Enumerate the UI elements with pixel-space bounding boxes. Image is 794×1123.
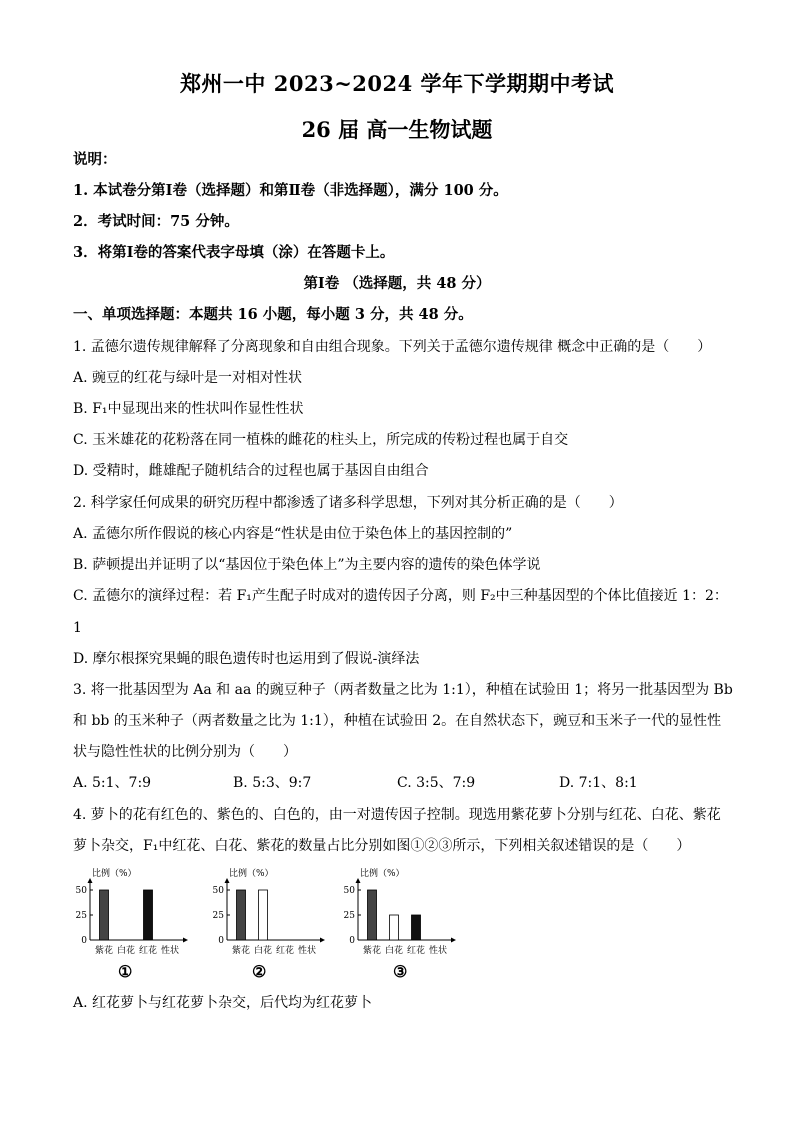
bar <box>368 890 377 940</box>
option-c: C. 孟德尔的演绎过程：若 F₁产生配子时成对的遗传因子分离，则 F₂中三种基因型的个体比值接近 1：2： <box>73 588 728 604</box>
x-axis-arrow <box>320 938 325 943</box>
y-tick-label: 0 <box>81 936 87 946</box>
option-c-continued: 1 <box>73 620 82 636</box>
bar-chart-3 <box>338 866 468 966</box>
option-b: B. F₁中显现出来的性状叫作显性性状 <box>73 401 304 417</box>
instructions-heading: 说明： <box>73 151 117 168</box>
y-tick-label: 25 <box>75 911 87 921</box>
question-stem: 萝卜杂交，F₁中红花、白花、紫花的数量占比分别如图①②③所示，下列相关叙述错误的是（ ） <box>73 838 691 854</box>
option-a: A. 孟德尔所作假说的核心内容是“性状是由位于染色体上的基因控制的” <box>73 526 513 542</box>
x-axis-arrow <box>451 938 456 943</box>
x-tick-label: 紫花 <box>231 946 251 956</box>
option-b: B. 萨顿提出并证明了以“基因位于染色体上”为主要内容的遗传的染色体学说 <box>73 557 541 573</box>
y-tick-label: 25 <box>343 911 355 921</box>
option-a: A. 豌豆的红花与绿叶是一对相对性状 <box>73 370 303 386</box>
option-b: B. 5:3、9:7 <box>233 775 312 791</box>
x-tick-label: 红花 <box>406 946 426 956</box>
question-stem: 3. 将一批基因型为 Aa 和 aa 的豌豆种子（两者数量之比为 1:1），种植在试验田 1；将另一批基因型为 Bb <box>73 682 733 698</box>
option-d: D. 受精时，雌雄配子随机结合的过程也属于基因自由组合 <box>73 463 429 479</box>
y-axis-label: 比例（%） <box>92 869 137 879</box>
question-stem: 4. 萝卜的花有红色的、紫色的、白色的，由一对遗传因子控制。现选用紫花萝卜分别与红花、白花、紫花 <box>73 807 721 823</box>
bar <box>259 890 268 940</box>
x-axis-arrow <box>183 938 188 943</box>
option-d: D. 7:1、8:1 <box>559 775 638 791</box>
option-c: C. 玉米雄花的花粉落在同一植株的雌花的柱头上，所完成的传粉过程也属于自交 <box>73 432 569 448</box>
x-axis-label: 性状 <box>297 946 317 956</box>
bar <box>144 890 153 940</box>
x-tick-label: 红花 <box>138 946 158 956</box>
x-tick-label: 白花 <box>253 946 273 956</box>
question-stem: 1. 孟德尔遗传规律解释了分离现象和自由组合现象。下列关于孟德尔遗传规律 概念中正确的是（ ） <box>73 339 712 355</box>
bar <box>412 915 421 940</box>
bar-chart-1-svg <box>70 866 200 962</box>
x-tick-label: 白花 <box>116 946 136 956</box>
question-stem: 2. 科学家任何成果的研究历程中都渗透了诸多科学思想，下列对其分析正确的是（ ） <box>73 495 623 511</box>
instruction-item: 3．将第Ⅰ卷的答案代表字母填（涂）在答题卡上。 <box>73 244 395 261</box>
x-tick-label: 红花 <box>275 946 295 956</box>
bar <box>390 915 399 940</box>
chart-label: ② <box>252 962 267 981</box>
y-tick-label: 0 <box>349 936 355 946</box>
y-tick-label: 50 <box>212 886 224 896</box>
bar-chart-1 <box>70 866 200 966</box>
part-heading: 一、单项选择题：本题共 16 小题，每小题 3 分，共 48 分。 <box>73 306 473 323</box>
bar-chart-2-svg <box>207 866 337 962</box>
y-axis-label: 比例（%） <box>229 869 274 879</box>
option-d: D. 摩尔根探究果蝇的眼色遗传时也运用到了假说-演绎法 <box>73 651 420 667</box>
question-stem: 和 bb 的玉米种子（两者数量之比为 1:1），种植在试验田 2。在自然状态下，豌豆和玉米子一代的显性性 <box>73 713 722 729</box>
x-axis-label: 性状 <box>428 946 448 956</box>
y-tick-label: 50 <box>75 886 87 896</box>
x-axis-label: 性状 <box>160 946 180 956</box>
y-tick-label: 25 <box>212 911 224 921</box>
option-a: A. 5:1、7:9 <box>73 775 152 791</box>
chart-label: ③ <box>393 962 408 981</box>
option-c: C. 3:5、7:9 <box>397 775 476 791</box>
y-axis-label: 比例（%） <box>360 869 405 879</box>
section-title: 第Ⅰ卷 （选择题，共 48 分） <box>303 275 491 292</box>
y-tick-label: 50 <box>343 886 355 896</box>
x-tick-label: 紫花 <box>362 946 382 956</box>
x-tick-label: 白花 <box>384 946 404 956</box>
exam-subtitle: 26 届 高一生物试题 <box>301 117 493 142</box>
bar <box>237 890 246 940</box>
instruction-item: 1. 本试卷分第Ⅰ卷（选择题）和第Ⅱ卷（非选择题），满分 100 分。 <box>73 182 508 199</box>
chart-label: ① <box>118 962 133 981</box>
bar-chart-3-svg <box>338 866 468 962</box>
bar-chart-2 <box>207 866 337 966</box>
option-a: A. 红花萝卜与红花萝卜杂交，后代均为红花萝卜 <box>73 995 373 1011</box>
exam-title: 郑州一中 2023~2024 学年下学期期中考试 <box>179 71 615 96</box>
instruction-item: 2．考试时间：75 分钟。 <box>73 213 239 230</box>
question-stem: 状与隐性性状的比例分别为（ ） <box>73 744 297 760</box>
y-tick-label: 0 <box>218 936 224 946</box>
x-tick-label: 紫花 <box>94 946 114 956</box>
bar <box>100 890 109 940</box>
